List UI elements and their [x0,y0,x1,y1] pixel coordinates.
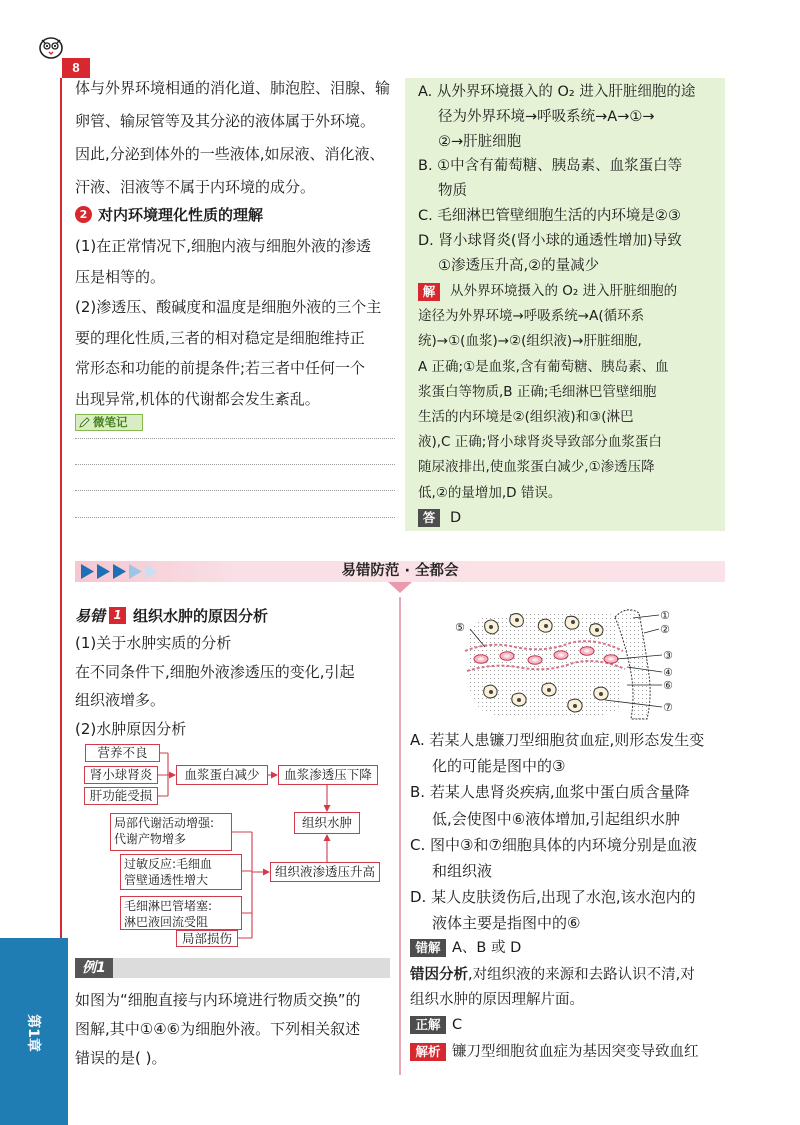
explain-line: 统)→①(血浆)→②(组织液)→肝脏细胞, [418,333,642,350]
plasma-osmotic-box: 血浆渗透压下降 [278,765,378,785]
choice-a: A. 若某人患镰刀型细胞贫血症,则形态发生变 [410,731,705,749]
explain-line: 低,②的量增加,D 错误。 [418,484,562,501]
option-a-cont: 径为外界环境→呼吸系统→A→①→ [438,108,655,125]
correct-answer: C [452,1017,463,1033]
explain-line: 从外界环境摄入的 O₂ 进入肝脏细胞的 [450,283,678,299]
analysis-text: 镰刀型细胞贫血症为基因突变导致血红 [452,1044,699,1060]
option-a-cont: ②→肝脏细胞 [438,133,522,150]
analysis-label: 解析 [410,1043,446,1061]
text-line: 要的理化性质,三者的相对稳定是细胞维持正 [75,328,365,347]
option-a: A. 从外界环境摄入的 O₂ 进入肝脏细胞的途 [418,84,696,100]
cell-nucleus [489,625,493,629]
cause-box: 营养不良 [85,744,160,762]
cell-nucleus [599,692,603,696]
error-label: 易错 [75,606,106,625]
note-line [75,464,395,465]
text-line: (2)水肿原因分析 [75,719,187,738]
note-tag [75,414,143,431]
cause-line: 管壁通透性增大 [124,872,209,887]
choice-b-cont: 低,会使图中⑥液体增加,引起组织水肿 [432,809,680,828]
choice-c: C. 图中③和⑦细胞具体的内环境分别是血液 [410,835,697,854]
owl-icon [38,34,64,60]
text-line: 常形态和功能的前提条件;若三者中任何一个 [75,359,366,378]
error-content [75,629,355,743]
explain-line: 浆蛋白等物质,B 正确;毛细淋巴管壁细胞 [418,383,657,400]
text-line: (2)渗透压、酸碱度和温度是细胞外液的三个主 [75,298,382,317]
question-line: 错误的是( )。 [75,1049,167,1067]
banner-pointer [388,582,412,593]
explain-label: 解 [418,283,440,301]
diagram-label: ④ [663,666,673,679]
choice-d: D. 某人皮肤烫伤后,出现了水泡,该水泡内的 [410,888,696,907]
error-heading [75,605,268,625]
diagram-label: ③ [663,649,673,662]
note-line [75,490,395,491]
text-line: (1)关于水肿实质的分析 [75,634,232,652]
cause-box [120,854,242,890]
cell-nucleus [544,624,548,628]
cell-nucleus [573,704,577,708]
section-heading: 对内环境理化性质的理解 [98,206,264,224]
explain-line: A 正确;①是血浆,含有葡萄糖、胰岛素、血 [418,358,669,375]
cell-nucleus [595,628,599,632]
question-line: 如图为“细胞直接与内环境进行物质交换”的 [75,991,361,1009]
choice-a-cont: 化的可能是图中的③ [432,757,566,776]
option-d-cont: ①渗透压升高,②的量减少 [438,257,600,274]
option-b-cont: 物质 [438,183,467,200]
banner-title: 易错防范 · 全都会 [341,563,459,579]
choice-d-cont: 液体主要是指图中的⑥ [432,914,581,933]
error-cause-text: ,对组织液的来源和去路认识不清,对 [468,967,695,983]
explain-line: 生活的内环境是②(组织液)和③(淋巴 [418,408,634,425]
question-line: 图解,其中①④⑥为细胞外液。下列相关叙述 [75,1020,361,1038]
option-d: D. 肾小球肾炎(肾小球的通透性增加)导致 [418,232,682,249]
example-bar [75,958,390,978]
diagram-label: ② [660,623,670,636]
text-line: 在不同条件下,细胞外液渗透压的变化,引起 [75,662,355,681]
cell-nucleus [515,618,519,622]
cell-nucleus [517,698,521,702]
text-line: 因此,分泌到体外的一些液体,如尿液、消化液、 [75,145,385,163]
example-label: 例1 [75,958,113,978]
chapter-label: 第1章 [25,1014,41,1052]
explain-line: 液),C 正确;肾小球肾炎导致部分血浆蛋白 [418,434,662,451]
error-cause [410,965,695,985]
pencil-icon [79,417,90,428]
note-line [75,438,395,439]
column-divider [399,597,401,1075]
explain-line: 随尿液排出,使血浆蛋白减少,①渗透压降 [418,459,655,476]
option-b: B. ①中含有葡萄糖、胰岛素、血浆蛋白等 [418,158,683,175]
text-line: 卵管、输尿管等及其分泌的液体属于外环境。 [75,112,376,130]
example-question [75,986,361,1073]
correct-answer-label: 正解 [410,1016,446,1034]
section-number-badge: 2 [75,206,92,223]
diagram-label: ⑦ [663,701,673,714]
page-number: 8 [62,58,90,78]
error-title: 组织水肿的原因分析 [133,606,269,625]
example-answer-box [405,78,725,531]
cause-line: 淋巴液回流受阻 [124,914,209,929]
note-line [75,517,395,518]
cause-line: 毛细淋巴管堵塞: [124,899,213,913]
error-number: 1 [109,607,126,624]
explanation [418,279,677,506]
cause-box: 肾小球肾炎 [84,766,158,784]
diagram-label: ① [660,609,670,622]
cause-line: 过敏反应:毛细血 [124,857,213,871]
note-label: 微笔记 [93,415,128,429]
option-list [418,80,695,278]
text-line: 压是相等的。 [75,267,166,286]
error-cause-label: 错因分析 [410,967,468,983]
cause-line: 局部代谢活动增强: [114,816,215,830]
cause-box: 局部损伤 [176,930,238,947]
leader-line [644,629,659,633]
choice-list [410,727,704,937]
chapter-sidebar [0,938,68,1125]
text-line: (1)在正常情况下,细胞内液与细胞外液的渗透 [75,237,372,255]
section-paragraph [75,231,381,415]
left-margin-rule [60,78,62,938]
cell-nucleus [489,690,493,694]
answer-value: D [450,510,462,526]
text-line: 体与外界环境相通的消化道、肺泡腔、泪腺、输 [75,79,391,97]
option-c: C. 毛细淋巴管壁细胞生活的内环境是②③ [418,207,681,224]
plasma-protein-box: 血浆蛋白减少 [176,765,268,785]
cell-nucleus [571,620,575,624]
diagram-label: ⑥ [663,679,673,692]
cause-box [120,896,242,930]
cell-exchange-diagram [445,605,690,725]
cause-box: 肝功能受损 [84,787,158,805]
wrong-answer: A、B 或 D [452,940,522,956]
text-line: 出现异常,机体的代谢都会发生紊乱。 [75,389,320,408]
cause-line: 代谢产物增多 [114,831,187,846]
choice-b: B. 若某人患肾炎疾病,血浆中蛋白质含量降 [410,783,690,802]
cell-nucleus [547,688,551,692]
edema-box: 组织水肿 [294,812,360,834]
intro-paragraph [75,72,390,204]
text-line: 组织液增多。 [75,691,166,709]
choice-c-cont: 和组织液 [432,861,493,880]
answer-label: 答 [418,509,440,527]
tissue-osmotic-box: 组织液渗透压升高 [270,862,380,882]
wrong-answer-label: 错解 [410,939,446,957]
cause-box [110,813,232,851]
error-cause-line: 组织水肿的原因理解片面。 [410,992,584,1008]
diagram-label: ⑤ [455,621,465,634]
explain-line: 途径为外界环境→呼吸系统→A(循环系 [418,308,645,325]
section-banner [75,561,725,582]
text-line: 汗液、泪液等不属于内环境的成分。 [75,178,316,196]
